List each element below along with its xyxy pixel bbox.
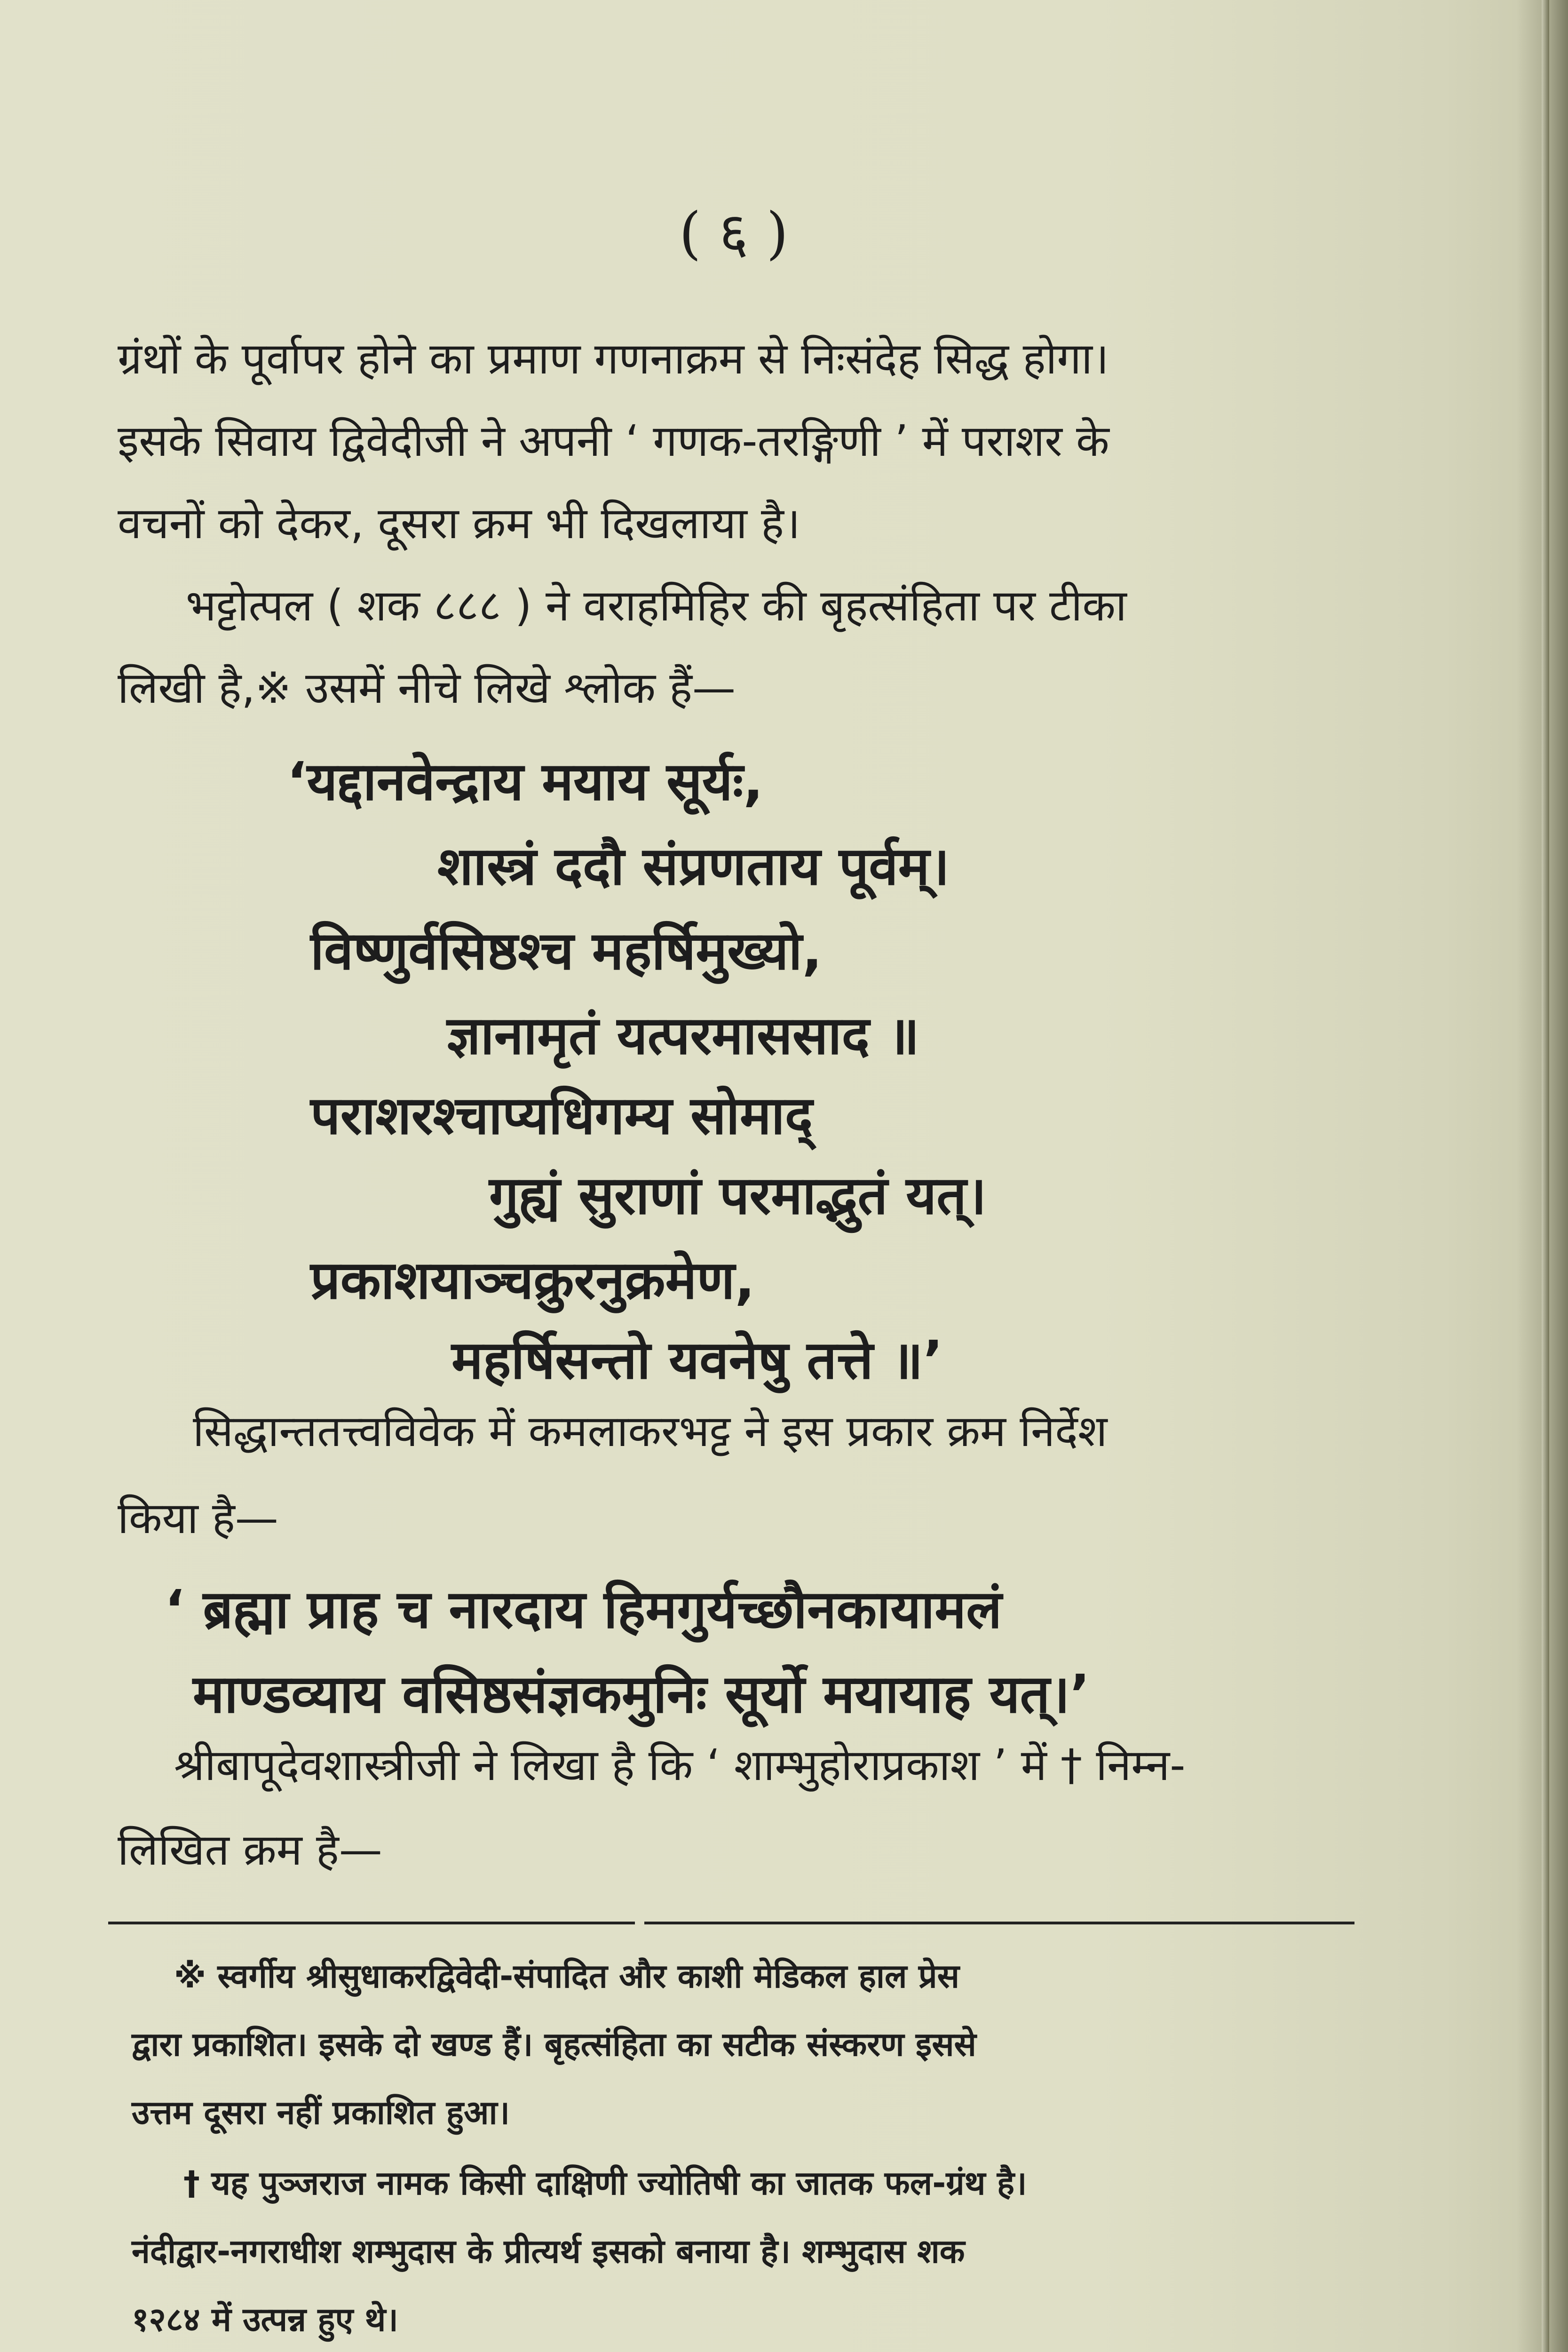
footnote2-line-3: १२८४ में उत्पन्न हुए थे। <box>132 2300 398 2339</box>
verse1-line-7: प्रकाशयाञ्चक्रुरनुक्रमेण, <box>310 1250 755 1311</box>
para4-line-1: श्रीबापूदेवशास्त्रीजी ने लिखा है कि ‘ शाम्भुहोराप्रकाश ’ में † निम्न- <box>174 1740 1186 1790</box>
verse1-line-4: ज्ञानामृतं यत्परमाससाद ॥ <box>447 1005 920 1066</box>
footnote-rule-left <box>108 1922 635 1924</box>
verse2-line-2: माण्डव्याय वसिष्ठसंज्ञकमुनिः सूर्यो मयायाह यत्।’ <box>193 1664 1090 1725</box>
verse1-line-2: शास्त्रं ददौ संप्रणताय पूर्वम्। <box>437 836 950 897</box>
footnote1-line-2: द्वारा प्रकाशित। इसके दो खण्ड हैं। बृहत्संहिता का सटीक संस्करण इससे <box>132 2025 976 2064</box>
footnote1-line-1: ※ स्वर्गीय श्रीसुधाकरद्विवेदी-संपादित और काशी मेडिकल हाल प्रेस <box>174 1957 960 1995</box>
footnote1-line-3: उत्तम दूसरा नहीं प्रकाशित हुआ। <box>132 2093 510 2132</box>
verse1-line-1: ‘यद्दानवेन्द्राय मयाय सूर्यः, <box>287 751 763 812</box>
verse1-line-8: महर्षिसन्तो यवनेषु तत्ते ॥’ <box>451 1330 943 1391</box>
verse2-line-1: ‘ ब्रह्मा प्राह च नारदाय हिमगुर्यच्छौनकायामलं <box>165 1579 1002 1640</box>
page-number: ( ६ ) <box>679 201 789 266</box>
footnote2-line-2: नंदीद्वार-नगराधीश शम्भुदास के प्रीत्यर्थ इसको बनाया है। शम्भुदास शक <box>132 2232 965 2271</box>
verse1-line-6: गुह्यं सुराणां परमाद्भुतं यत्। <box>489 1165 987 1226</box>
verse1-line-3: विष्णुर्वसिष्ठश्च महर्षिमुख्यो, <box>310 921 823 982</box>
footnote2-line-1: † यह पुञ्जराज नामक किसी दाक्षिणी ज्योतिषी का जातक फल-ग्रंथ है। <box>183 2164 1027 2202</box>
para4-line-2: लिखित क्रम है— <box>118 1825 382 1875</box>
para3-line-1: सिद्धान्ततत्त्वविवेक में कमलाकरभट्ट ने इस प्रकार क्रम निर्देश <box>193 1406 1108 1456</box>
footnote-rule-right <box>644 1922 1354 1924</box>
para2-line-2: लिखी है,※ उसमें नीचे लिखे श्लोक हैं— <box>118 663 736 713</box>
para1-line-3: वचनों को देकर, दूसरा क्रम भी दिखलाया है। <box>118 498 800 548</box>
para2-line-1: भट्टोत्पल ( शक ८८८ ) ने वराहमिहिर की बृहत्संहिता पर टीका <box>186 580 1127 631</box>
page-edge <box>1542 0 1549 2352</box>
verse1-line-5: पराशरश्चाप्यधिगम्य सोमाद् <box>310 1085 813 1146</box>
para3-line-2: किया है— <box>118 1493 278 1543</box>
para1-line-1: ग्रंथों के पूर्वापर होने का प्रमाण गणनाक्रम से निःसंदेह सिद्ध होगा। <box>118 334 1109 384</box>
para1-line-2: इसके सिवाय द्विवेदीजी ने अपनी ‘ गणक-तरङ्गिणी ’ में पराशर के <box>118 416 1109 466</box>
